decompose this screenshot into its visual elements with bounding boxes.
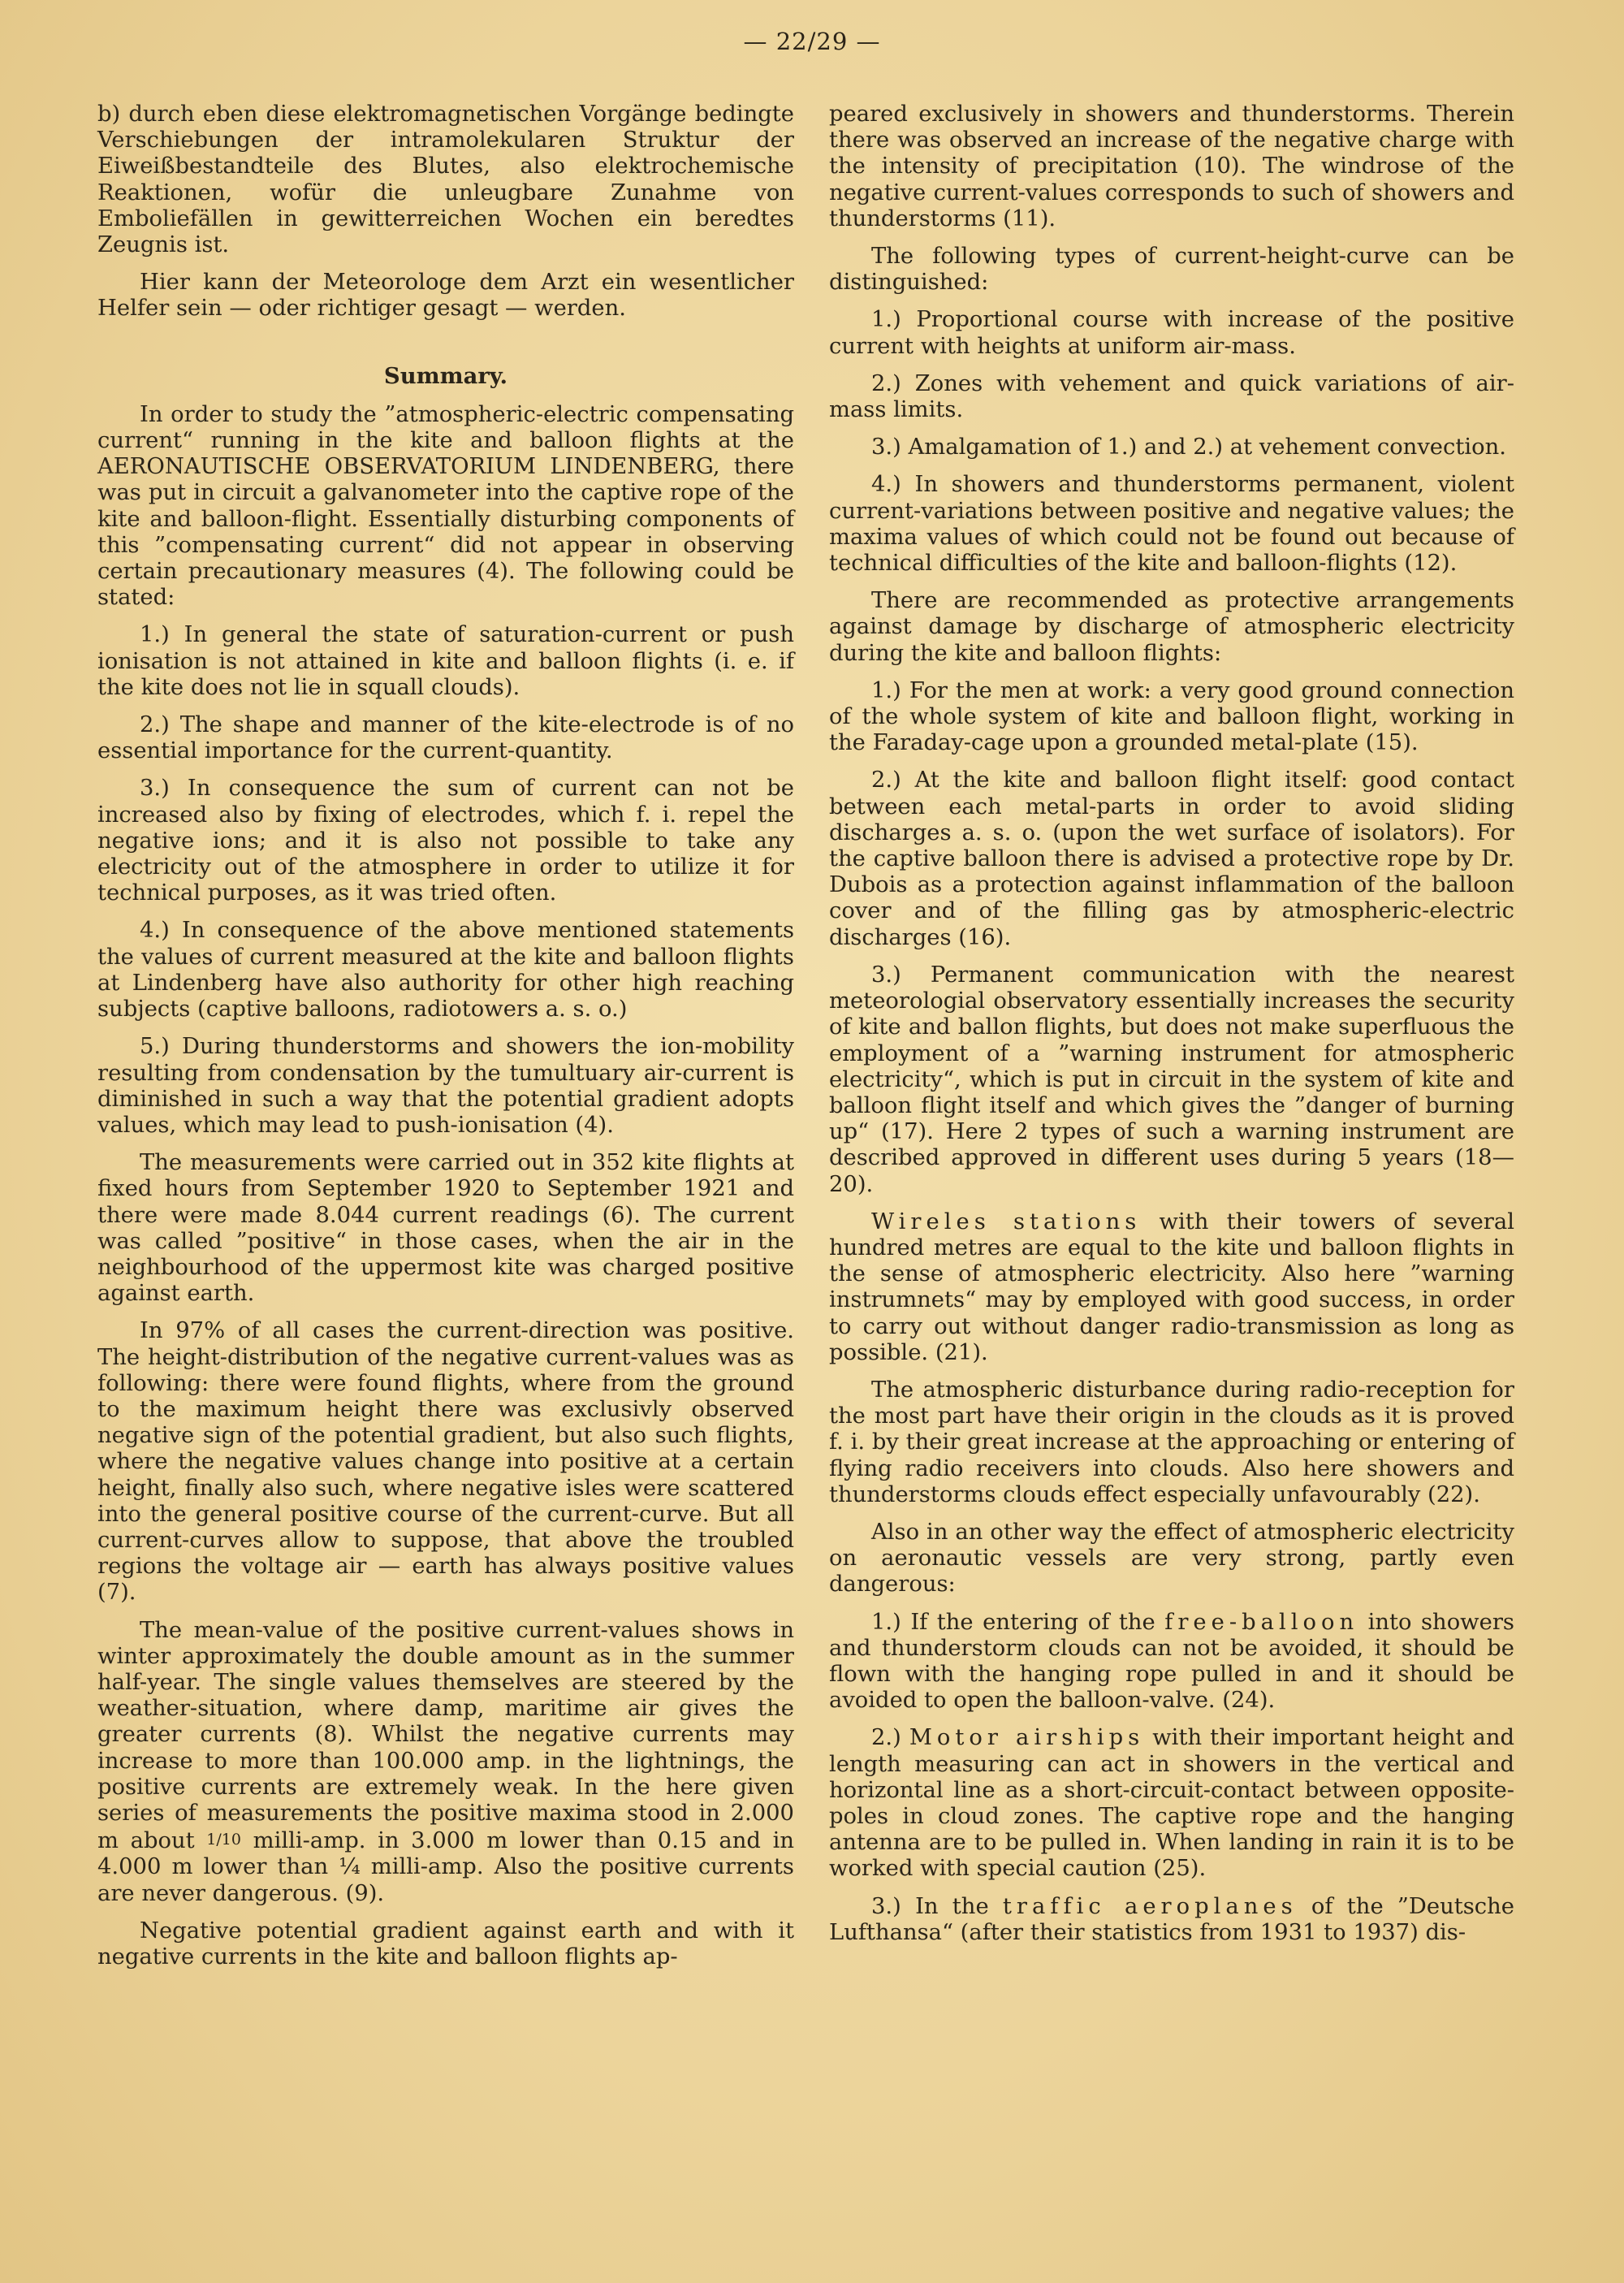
- paragraph: Also in an other way the effect of atmospheric electricity on aeronautic vessels are very strong, partly even dangerous:: [829, 1519, 1514, 1598]
- paragraph: 4.) In showers and thunderstorms permanent, violent current-variations between positive and negative values; the maxima values of which could not be found out because of technical difficulties of the kite and balloon-flights (12).: [829, 472, 1514, 577]
- paragraph: 1.) Proportional course with increase of the positive current with heights at uniform air-mass.: [829, 307, 1514, 359]
- free-balloon-paragraph: [829, 1610, 1514, 1714]
- spaced-term: free-balloon: [1164, 1609, 1359, 1635]
- traffic-paragraph: [829, 1894, 1514, 1946]
- page-number: — 22/29 —: [743, 28, 881, 55]
- summary-heading: Summary.: [383, 362, 508, 389]
- right-column: [829, 102, 1514, 1957]
- paragraph: 4.) In consequence of the above mentioned statements the values of current measured at the kite and balloon flights at Lindenberg have also authority for other high reaching subjects (captive balloons, radiotowers a. s. o.): [97, 918, 794, 1023]
- spaced-term: traffic aeroplanes: [1002, 1893, 1298, 1919]
- text-run: of the ”Deutsche Lufthansa“ (after their statistics from 1931 to 1937) dis-: [829, 1893, 1514, 1945]
- paragraph: 2.) At the kite and balloon flight itself: good contact between each metal-parts in order to avoid sliding discharges a. s. o. (upon the wet surface of isolators). For the captive balloon there is advised a protective rope by Dr. Dubois as a protection against inflammation of the balloon cover and of the filling gas by atmospheric-electric discharges (16).: [829, 767, 1514, 950]
- fraction-quarter: ¼: [339, 1854, 361, 1880]
- text-run: milli-amp. in 3.000 m lower than 0.15 and in 4.000 m lower than: [97, 1828, 794, 1880]
- paragraph: There are recommended as protective arrangements against damage by discharge of atmospheric electricity during the kite and balloon flights:: [829, 588, 1514, 666]
- motor-airships-paragraph: [829, 1725, 1514, 1882]
- paragraph: 3.) Permanent communication with the nearest meteorologial observatory essentially increases the security of kite and ballon flights, but does not make superfluous the employment of a ”warning instrument for atmospheric electricity“, which is put in circuit in the system of kite and balloon flight itself and which gives the ”danger of burning up“ (17). Here 2 types of such a warning instrument are described approved in different uses during 5 years (18—20).: [829, 962, 1514, 1197]
- paragraph: 5.) During thunderstorms and showers the ion-mobility resulting from condensation by the tumultuary air-current is diminished in such a way that the potential gradient adopts values, which may lead to push-ionisation (4).: [97, 1034, 794, 1138]
- text-run: 1.) If the entering of the: [871, 1609, 1165, 1635]
- paragraph: Negative potential gradient against earth and with it negative currents in the kite and balloon flights ap-: [97, 1918, 794, 1970]
- paragraph: Hier kann der Meteorologe dem Arzt ein wesentlicher Helfer sein — oder richtiger gesagt — werden.: [97, 270, 794, 322]
- paragraph: 3.) Amalgamation of 1.) and 2.) at vehement convection.: [871, 435, 1506, 460]
- paragraph: The atmospheric disturbance during radio-reception for the most part have their origin in the clouds as it is proved f. i. by their great increase at the approaching or entering of flying radio receivers into clouds. Also here showers and thunderstorms clouds effect especially unfavourably (22).: [829, 1377, 1514, 1507]
- text-run: 2.): [871, 1725, 909, 1751]
- left-column: [97, 102, 794, 1982]
- text-run: The mean-value of the positive current-values shows in winter approximately the double amount as in the summer half-year. The single values themselves are steered by the weather-situation, where damp, maritime air gives the greater currents (8). Whilst the negative currents may increase to more than 100.000 amp. in the lightnings, the positive currents are extremely weak. In the here given series of measurements the positive maxima stood in 2.000 m about: [97, 1617, 794, 1854]
- text-run: into showers and thunderstorm clouds can not be avoided, it should be flown with the hanging rope pulled in and it should be avoided to open the balloon-valve. (24).: [829, 1609, 1514, 1714]
- mean-value-paragraph: [97, 1618, 794, 1907]
- paragraph: 2.) The shape and manner of the kite-electrode is of no essential importance for the current-quantity.: [97, 712, 794, 764]
- paragraph: The measurements were carried out in 352 kite flights at fixed hours from September 1920 to September 1921 and there were made 8.044 current readings (6). The current was called ”positive“ in those cases, when the air in the neighbourhood of the uppermost kite was charged positive against earth.: [97, 1150, 794, 1307]
- spaced-term: Wireles stations: [871, 1209, 1142, 1234]
- paragraph: In order to study the ”atmospheric-electric compensating current“ running in the kite and balloon flights at the AERONAUTISCHE OBSERVATORIUM LINDENBERG, there was put in circuit a galvanometer into the captive rope of the kite and balloon-flight. Essentially disturbing components of this ”compensating current“ did not appear in observing certain precautionary measures (4). The following could be stated:: [97, 401, 794, 611]
- paragraph: 2.) Zones with vehement and quick variations of air-mass limits.: [829, 370, 1514, 423]
- text-run: with their important height and length measuring can act in showers in the vertical and horizontal line as a short-circuit-contact between opposite-poles in cloud zones. The captive rope and the hanging antenna are to be pulled in. When landing in rain it is to be worked with special caution (25).: [829, 1725, 1514, 1882]
- paragraph: 1.) For the men at work: a very good ground connection of the whole system of kite and balloon flight, working in the Faraday-cage upon a grounded metal-plate (15).: [829, 677, 1514, 756]
- paragraph: In 97% of all cases the current-direction was positive. The height-distribution of the negative current-values was as following: there were found flights, where from the ground to the maximum height there was exclusivly observed negative sign of the potential gradient, but also such flights, where the negative values change into positive at a certain height, finally also such, where negative isles were scattered into the general positive course of the current-curve. But all current-curves allow to suppose, that above the troubled regions the voltage air — earth has always positive values (7).: [97, 1318, 794, 1606]
- wireless-paragraph: [829, 1209, 1514, 1366]
- paragraph: 1.) In general the state of saturation-current or push ionisation is not attained in kite and balloon flights (i. e. if the kite does not lie in squall clouds).: [97, 622, 794, 700]
- paragraph: 3.) In consequence the sum of current can not be increased also by fixing of electrodes, which f. i. repel the negative ions; and it is also not possible to take any electricity out of the atmosphere in order to utilize it for technical purposes, as it was tried often.: [97, 776, 794, 906]
- fraction-tenth: 1/10: [206, 1831, 241, 1849]
- spaced-term: Motor airships: [909, 1725, 1145, 1751]
- text-run: 3.) In the: [871, 1893, 1003, 1919]
- paragraph: The following types of current-height-curve can be distinguished:: [829, 244, 1514, 296]
- text-run: with their towers of several hundred metres are equal to the kite und balloon flights in the sense of atmospheric electricity. Also here ”warning instrumnets“ may by employed with good success, in order to carry out without danger radio-transmission as long as possible. (21).: [829, 1209, 1514, 1365]
- paragraph: b) durch eben diese elektromagnetischen Vorgänge bedingte Verschiebungen der intramolekularen Struktur der Eiweißbestandteile des Blutes, also elektrochemische Reaktionen, wofür die unleugbare Zunahme von Emboliefällen in gewitterreichen Wochen ein beredtes Zeugnis ist.: [97, 102, 794, 258]
- paragraph: peared exclusively in showers and thunderstorms. Therein there was observed an increase of the negative charge with the intensity of precipitation (10). The windrose of the negative current-values corresponds to such of showers and thunderstorms (11).: [829, 102, 1514, 231]
- text-run: milli-amp. Also the positive currents are never dangerous. (9).: [97, 1854, 794, 1906]
